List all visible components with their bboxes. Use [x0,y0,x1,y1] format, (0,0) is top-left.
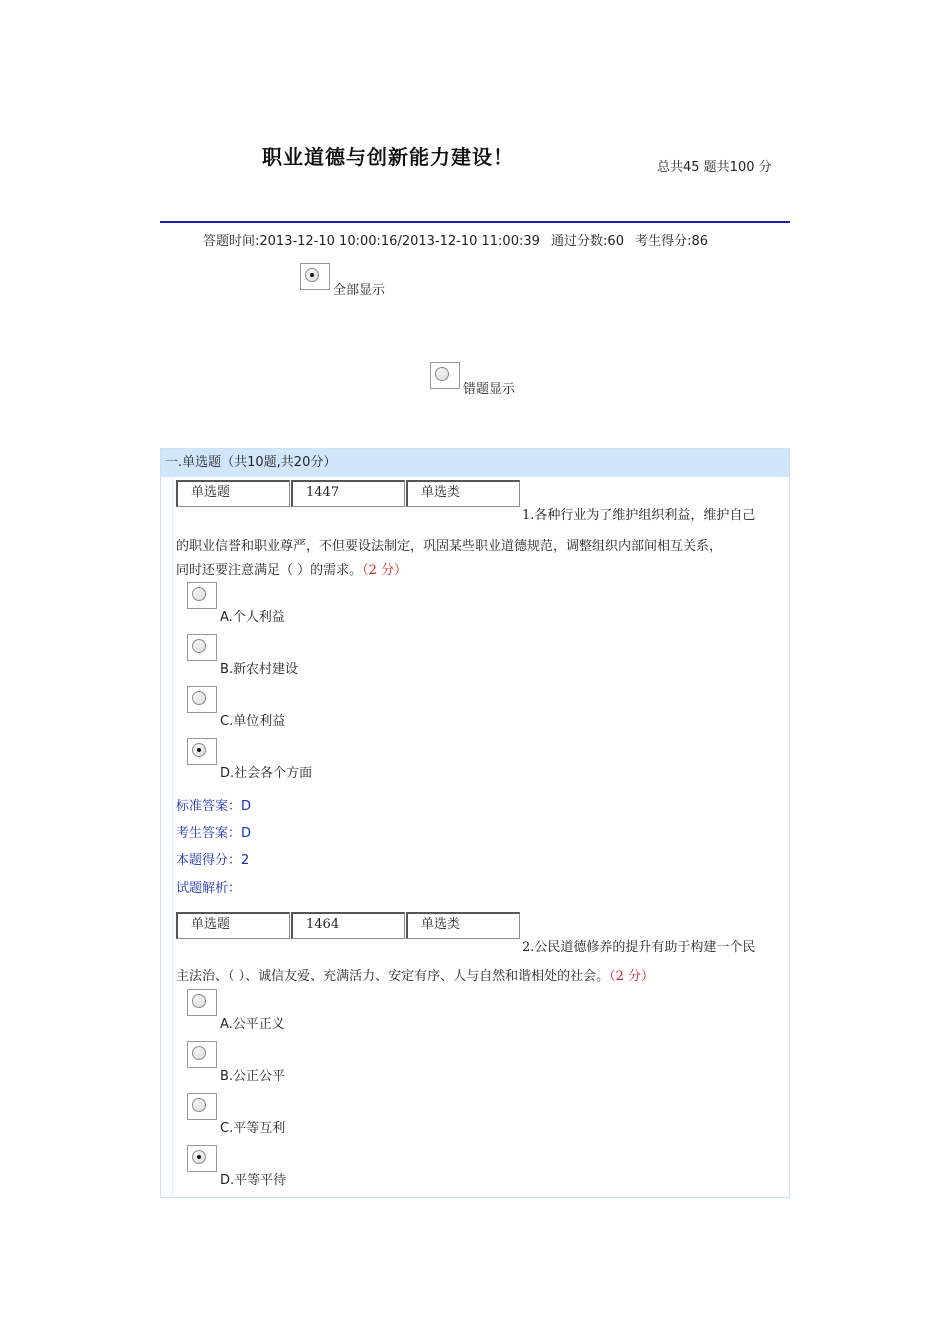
option-b-radio[interactable] [187,634,217,661]
standard-answer: 标准答案：D [176,799,252,814]
pass-score: 通过分数:60 [551,234,624,249]
option-a-radio[interactable] [187,582,217,609]
question-category-cell: 单选类 [406,912,520,939]
question-points: （2 分） [362,563,408,578]
radio-dot-icon [310,273,314,277]
question-category-cell: 单选类 [406,480,520,507]
option-c-radio[interactable] [187,1093,217,1120]
question-text: 的职业信誉和职业尊严，不但要设法制定，巩固某些职业道德规范，调整组织内部间相互关系， [176,539,723,554]
option-a-label[interactable]: A.公平正义 [220,1017,285,1032]
page-title: 职业道德与创新能力建设！ [262,145,514,169]
show-all-label[interactable]: 全部显示 [333,283,386,298]
header-divider [160,221,790,223]
question-text-end: 主法治、（ ）、诚信友爱、充满活力、安定有序、人与自然和谐相处的社会。 [176,969,610,984]
radio-ring-icon [305,268,319,282]
option-b-label[interactable]: B.新农村建设 [220,662,299,677]
question-id-cell: 1464 [291,912,405,939]
question-text [176,559,407,578]
option-d-label[interactable]: D.社会各个方面 [220,766,313,781]
option-c-radio[interactable] [187,686,217,713]
option-a-label[interactable]: A.个人利益 [220,610,285,625]
exam-info [203,230,715,249]
radio-ring-icon [192,743,206,757]
option-a-radio[interactable] [187,989,217,1016]
radio-ring-icon [192,1150,206,1164]
student-score: 考生得分:86 [635,234,709,249]
question-score: 本题得分：2 [176,853,250,868]
option-d-radio[interactable] [187,738,217,765]
panel-inner-border [172,477,173,1197]
option-b-radio[interactable] [187,1041,217,1068]
question-type-cell: 单选题 [176,912,290,939]
question-points: （2 分） [609,969,655,984]
option-d-radio[interactable] [187,1145,217,1172]
question-type-cell: 单选题 [176,480,290,507]
question-text-end: 同时还要注意满足（ ）的需求。 [176,563,363,578]
radio-dot-icon [197,748,201,752]
radio-ring-icon [192,691,206,705]
option-d-label[interactable]: D.平等平待 [220,1173,287,1188]
option-c-label[interactable]: C.平等互利 [220,1121,286,1136]
show-all-radio[interactable] [300,263,330,290]
radio-ring-icon [192,587,206,601]
radio-ring-icon [192,1098,206,1112]
exam-time: 答题时间:2013-12-10 10:00:16/2013-12-10 11:00:39 [203,234,540,249]
radio-ring-icon [192,994,206,1008]
option-c-label[interactable]: C.单位利益 [220,714,286,729]
question-analysis: 试题解析： [176,881,242,896]
radio-dot-icon [197,1155,201,1159]
question-id-cell: 1447 [291,480,405,507]
radio-ring-icon [192,639,206,653]
question-text: 1.各种行业为了维护组织利益，维护自己 [522,508,756,523]
total-summary: 总共45 题共100 分 [657,160,772,175]
radio-ring-icon [192,1046,206,1060]
question-text: 2.公民道德修养的提升有助于构建一个民 [522,940,756,955]
option-b-label[interactable]: B.公正公平 [220,1069,286,1084]
radio-ring-icon [435,367,449,381]
show-wrong-label[interactable]: 错题显示 [463,382,516,397]
show-wrong-radio[interactable] [430,362,460,389]
student-answer: 考生答案：D [176,826,252,841]
section-heading: 一.单选题（共10题,共20分） [161,449,789,477]
question-text [176,965,654,984]
